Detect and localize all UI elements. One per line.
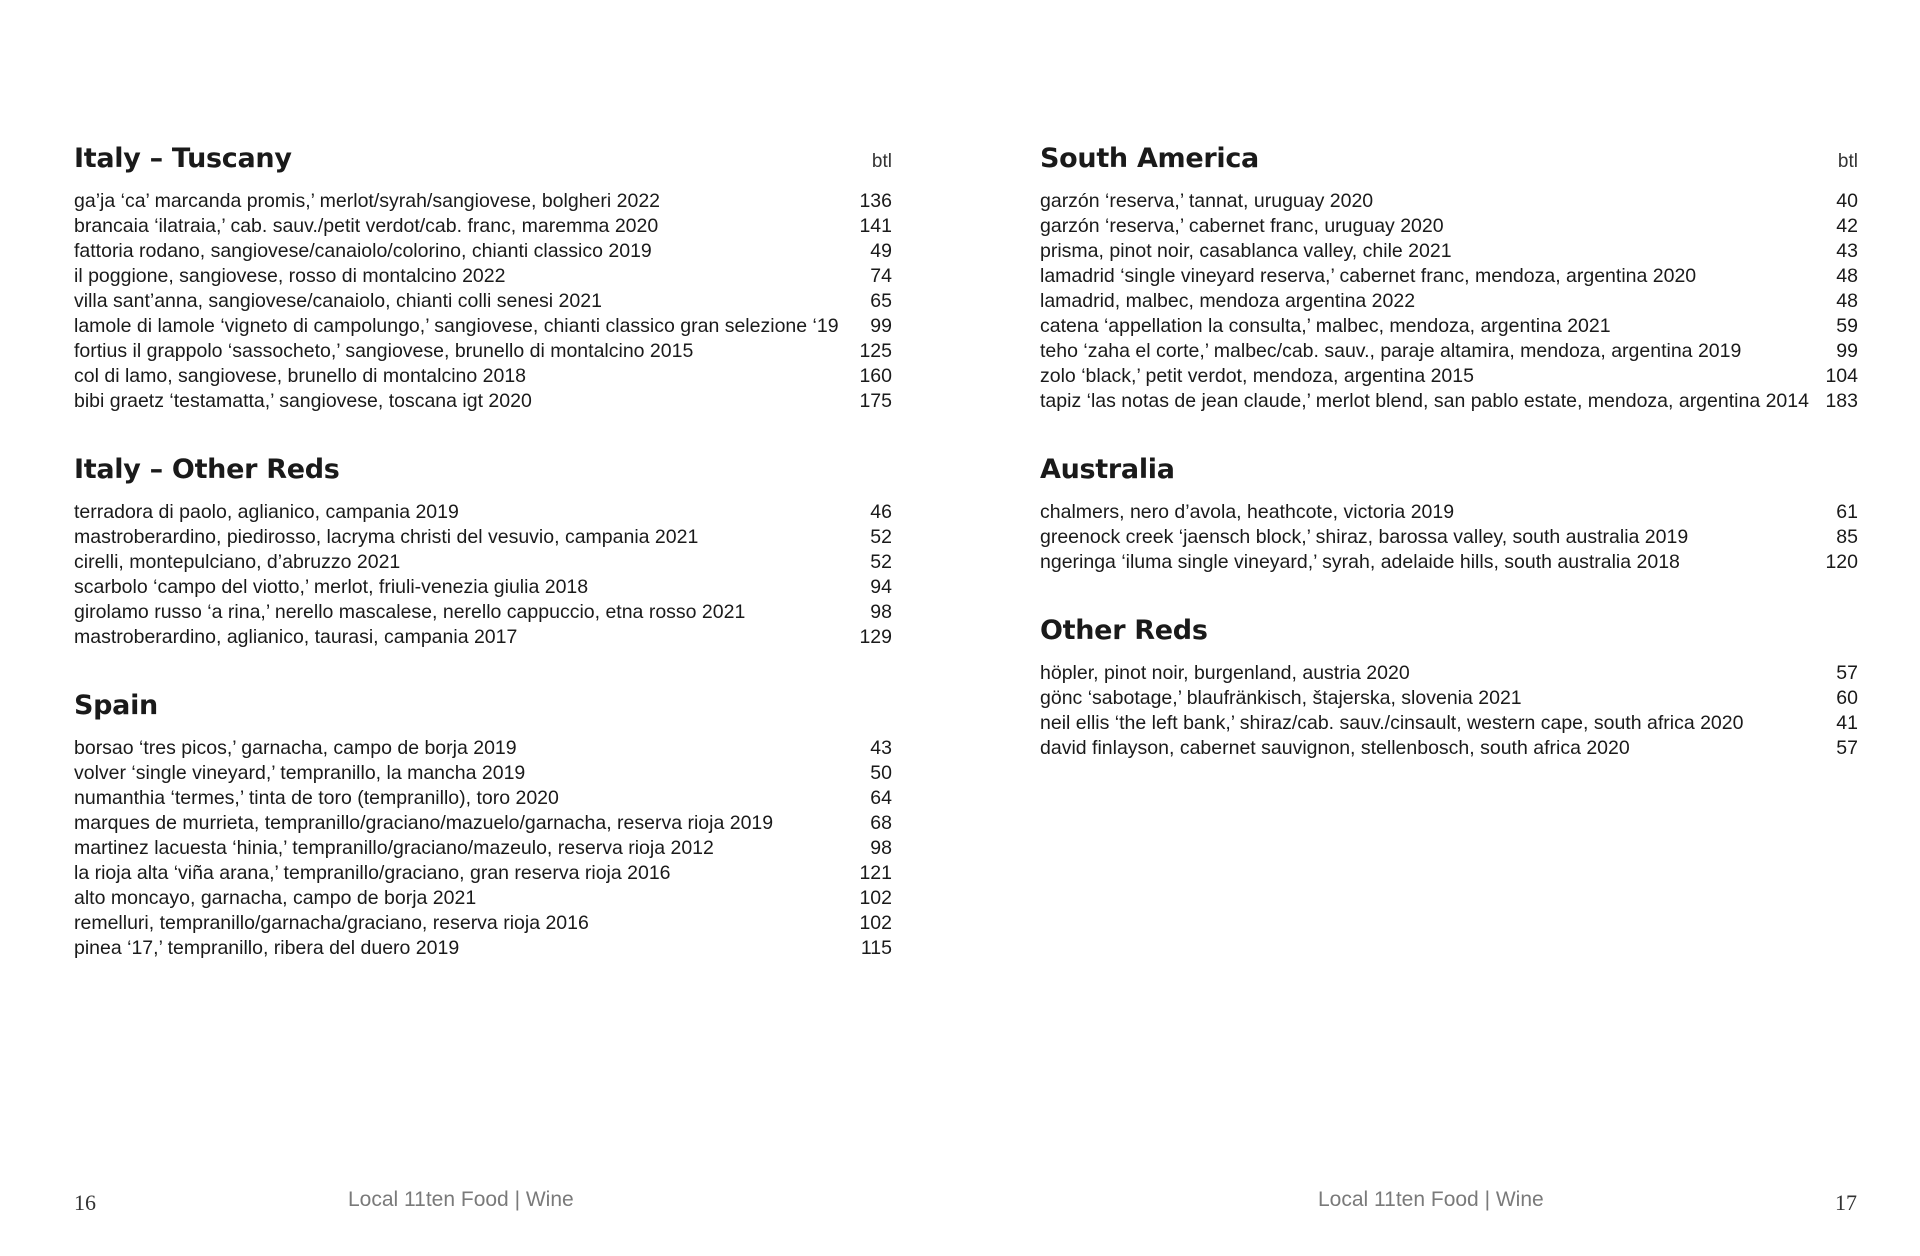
wine-description: teho ‘zaha el corte,’ malbec/cab. sauv., paraje altamira, mendoza, argentina 2019: [1040, 340, 1742, 362]
wine-item: [74, 886, 892, 911]
wine-item: [1040, 686, 1858, 711]
wine-description: la rioja alta ‘viña arana,’ tempranillo/graciano, gran reserva rioja 2016: [74, 862, 671, 884]
wine-price: 49: [870, 240, 892, 262]
wine-item: [1040, 500, 1858, 525]
wine-description: pinea ‘17,’ tempranillo, ribera del duero 2019: [74, 937, 460, 959]
wine-item: [74, 811, 892, 836]
wine-item: [1040, 239, 1858, 264]
wine-item: [1040, 314, 1858, 339]
wine-list: [74, 736, 892, 961]
wine-price: 183: [1825, 390, 1858, 412]
wine-item: [74, 736, 892, 761]
wine-description: scarbolo ‘campo del viotto,’ merlot, friuli-venezia giulia 2018: [74, 576, 589, 598]
wine-description: cirelli, montepulciano, d’abruzzo 2021: [74, 551, 401, 573]
wine-price: 46: [870, 501, 892, 523]
wine-description: il poggione, sangiovese, rosso di montalcino 2022: [74, 265, 506, 287]
wine-price: 60: [1836, 687, 1858, 709]
section-title: South America: [1040, 143, 1259, 174]
wine-price: 68: [870, 812, 892, 834]
footer-brand-left: Local 11ten Food | Wine: [348, 1188, 574, 1211]
wine-description: chalmers, nero d’avola, heathcote, victoria 2019: [1040, 501, 1455, 523]
wine-description: david finlayson, cabernet sauvignon, stellenbosch, south africa 2020: [1040, 737, 1630, 759]
wine-price: 48: [1836, 290, 1858, 312]
wine-price: 120: [1825, 551, 1858, 573]
wine-section-italy-tuscany: [74, 143, 892, 414]
wine-description: gönc ‘sabotage,’ blaufränkisch, štajerska, slovenia 2021: [1040, 687, 1522, 709]
section-title: Spain: [74, 690, 158, 721]
wine-description: brancaia ‘ilatraia,’ cab. sauv./petit verdot/cab. franc, maremma 2020: [74, 215, 659, 237]
wine-item: [74, 264, 892, 289]
wine-description: neil ellis ‘the left bank,’ shiraz/cab. sauv./cinsault, western cape, south africa 2020: [1040, 712, 1744, 734]
wine-description: garzón ‘reserva,’ tannat, uruguay 2020: [1040, 190, 1374, 212]
wine-price: 74: [870, 265, 892, 287]
wine-item: [1040, 525, 1858, 550]
bottle-price-label: btl: [1837, 151, 1858, 172]
wine-price: 94: [870, 576, 892, 598]
wine-description: prisma, pinot noir, casablanca valley, chile 2021: [1040, 240, 1452, 262]
wine-item: [74, 364, 892, 389]
wine-description: alto moncayo, garnacha, campo de borja 2021: [74, 887, 477, 909]
left-page-column: [74, 143, 892, 1001]
wine-item: [74, 214, 892, 239]
wine-description: mastroberardino, aglianico, taurasi, campania 2017: [74, 626, 518, 648]
wine-price: 59: [1836, 315, 1858, 337]
wine-price: 129: [859, 626, 892, 648]
wine-description: höpler, pinot noir, burgenland, austria 2020: [1040, 662, 1410, 684]
wine-price: 42: [1836, 215, 1858, 237]
wine-item: [74, 936, 892, 961]
wine-price: 98: [870, 837, 892, 859]
wine-price: 52: [870, 526, 892, 548]
wine-item: [74, 625, 892, 650]
wine-item: [1040, 264, 1858, 289]
wine-description: garzón ‘reserva,’ cabernet franc, uruguay 2020: [1040, 215, 1444, 237]
wine-item: [1040, 339, 1858, 364]
wine-description: mastroberardino, piedirosso, lacryma christi del vesuvio, campania 2021: [74, 526, 699, 548]
wine-price: 41: [1836, 712, 1858, 734]
wine-price: 40: [1836, 190, 1858, 212]
wine-section-italy-other-reds: [74, 454, 892, 650]
wine-item: [74, 600, 892, 625]
wine-item: [1040, 289, 1858, 314]
section-header: [1040, 454, 1858, 500]
wine-price: 85: [1836, 526, 1858, 548]
wine-description: catena ‘appellation la consulta,’ malbec, mendoza, argentina 2021: [1040, 315, 1611, 337]
wine-price: 136: [859, 190, 892, 212]
wine-description: borsao ‘tres picos,’ garnacha, campo de borja 2019: [74, 737, 517, 759]
wine-price: 57: [1836, 662, 1858, 684]
wine-description: terradora di paolo, aglianico, campania 2019: [74, 501, 459, 523]
wine-item: [74, 239, 892, 264]
wine-item: [1040, 214, 1858, 239]
wine-price: 64: [870, 787, 892, 809]
wine-item: [74, 314, 892, 339]
wine-price: 102: [859, 887, 892, 909]
wine-price: 65: [870, 290, 892, 312]
wine-price: 102: [859, 912, 892, 934]
wine-price: 115: [860, 937, 892, 959]
wine-item: [74, 289, 892, 314]
wine-list: [74, 189, 892, 414]
wine-price: 61: [1836, 501, 1858, 523]
wine-price: 141: [859, 215, 892, 237]
wine-item: [74, 761, 892, 786]
wine-description: martinez lacuesta ‘hinia,’ tempranillo/graciano/mazeulo, reserva rioja 2012: [74, 837, 714, 859]
wine-list: [1040, 500, 1858, 575]
wine-price: 99: [870, 315, 892, 337]
section-header: [1040, 143, 1858, 189]
wine-description: lamole di lamole ‘vigneto di campolungo,’ sangiovese, chianti classico gran selezione ‘19: [74, 315, 839, 337]
wine-price: 125: [859, 340, 892, 362]
wine-item: [1040, 736, 1858, 761]
wine-description: volver ‘single vineyard,’ tempranillo, la mancha 2019: [74, 762, 526, 784]
wine-price: 160: [859, 365, 892, 387]
wine-description: ngeringa ‘iluma single vineyard,’ syrah, adelaide hills, south australia 2018: [1040, 551, 1680, 573]
wine-price: 104: [1825, 365, 1858, 387]
wine-description: ga’ja ‘ca’ marcanda promis,’ merlot/syrah/sangiovese, bolgheri 2022: [74, 190, 661, 212]
wine-item: [74, 786, 892, 811]
wine-item: [74, 339, 892, 364]
wine-item: [74, 500, 892, 525]
wine-section-south-america: [1040, 143, 1858, 414]
wine-price: 98: [870, 601, 892, 623]
wine-price: 43: [1836, 240, 1858, 262]
wine-item: [74, 550, 892, 575]
section-header: [74, 143, 892, 189]
wine-price: 175: [859, 390, 892, 412]
wine-item: [74, 525, 892, 550]
wine-description: lamadrid ‘single vineyard reserva,’ cabernet franc, mendoza, argentina 2020: [1040, 265, 1697, 287]
wine-description: remelluri, tempranillo/garnacha/graciano, reserva rioja 2016: [74, 912, 589, 934]
section-header: [74, 454, 892, 500]
wine-price: 48: [1836, 265, 1858, 287]
wine-section-spain: [74, 690, 892, 961]
wine-list: [1040, 189, 1858, 414]
wine-item: [74, 836, 892, 861]
section-title: Italy – Other Reds: [74, 454, 340, 485]
wine-item: [74, 189, 892, 214]
wine-description: col di lamo, sangiovese, brunello di montalcino 2018: [74, 365, 527, 387]
footer-brand-right: Local 11ten Food | Wine: [1318, 1188, 1544, 1211]
wine-description: lamadrid, malbec, mendoza argentina 2022: [1040, 290, 1416, 312]
section-title: Other Reds: [1040, 615, 1208, 646]
wine-price: 50: [870, 762, 892, 784]
wine-item: [1040, 711, 1858, 736]
right-page-column: [1040, 143, 1858, 801]
wine-description: tapiz ‘las notas de jean claude,’ merlot blend, san pablo estate, mendoza, argentina 2014: [1040, 390, 1809, 412]
wine-price: 99: [1836, 340, 1858, 362]
section-header: [74, 690, 892, 736]
wine-description: numanthia ‘termes,’ tinta de toro (tempranillo), toro 2020: [74, 787, 559, 809]
wine-item: [74, 861, 892, 886]
wine-price: 57: [1836, 737, 1858, 759]
wine-description: marques de murrieta, tempranillo/graciano/mazuelo/garnacha, reserva rioja 2019: [74, 812, 774, 834]
section-header: [1040, 615, 1858, 661]
wine-description: fattoria rodano, sangiovese/canaiolo/colorino, chianti classico 2019: [74, 240, 652, 262]
wine-item: [1040, 189, 1858, 214]
wine-description: fortius il grappolo ‘sassocheto,’ sangiovese, brunello di montalcino 2015: [74, 340, 694, 362]
wine-item: [74, 389, 892, 414]
wine-list: [1040, 661, 1858, 761]
bottle-price-label: btl: [871, 151, 892, 172]
wine-item: [1040, 661, 1858, 686]
wine-price: 43: [870, 737, 892, 759]
wine-section-other-reds: [1040, 615, 1858, 761]
wine-price: 52: [870, 551, 892, 573]
wine-description: bibi graetz ‘testamatta,’ sangiovese, toscana igt 2020: [74, 390, 532, 412]
wine-description: villa sant’anna, sangiovese/canaiolo, chianti colli senesi 2021: [74, 290, 602, 312]
wine-price: 121: [859, 862, 892, 884]
wine-description: zolo ‘black,’ petit verdot, mendoza, argentina 2015: [1040, 365, 1474, 387]
page-number-left: 16: [74, 1190, 96, 1215]
wine-item: [1040, 550, 1858, 575]
wine-item: [1040, 364, 1858, 389]
wine-list: [74, 500, 892, 650]
page-number-right: 17: [1835, 1190, 1857, 1215]
wine-item: [74, 911, 892, 936]
wine-description: girolamo russo ‘a rina,’ nerello mascalese, nerello cappuccio, etna rosso 2021: [74, 601, 746, 623]
section-title: Italy – Tuscany: [74, 143, 292, 174]
section-title: Australia: [1040, 454, 1175, 485]
wine-item: [1040, 389, 1858, 414]
wine-section-australia: [1040, 454, 1858, 575]
wine-description: greenock creek ‘jaensch block,’ shiraz, barossa valley, south australia 2019: [1040, 526, 1689, 548]
wine-item: [74, 575, 892, 600]
